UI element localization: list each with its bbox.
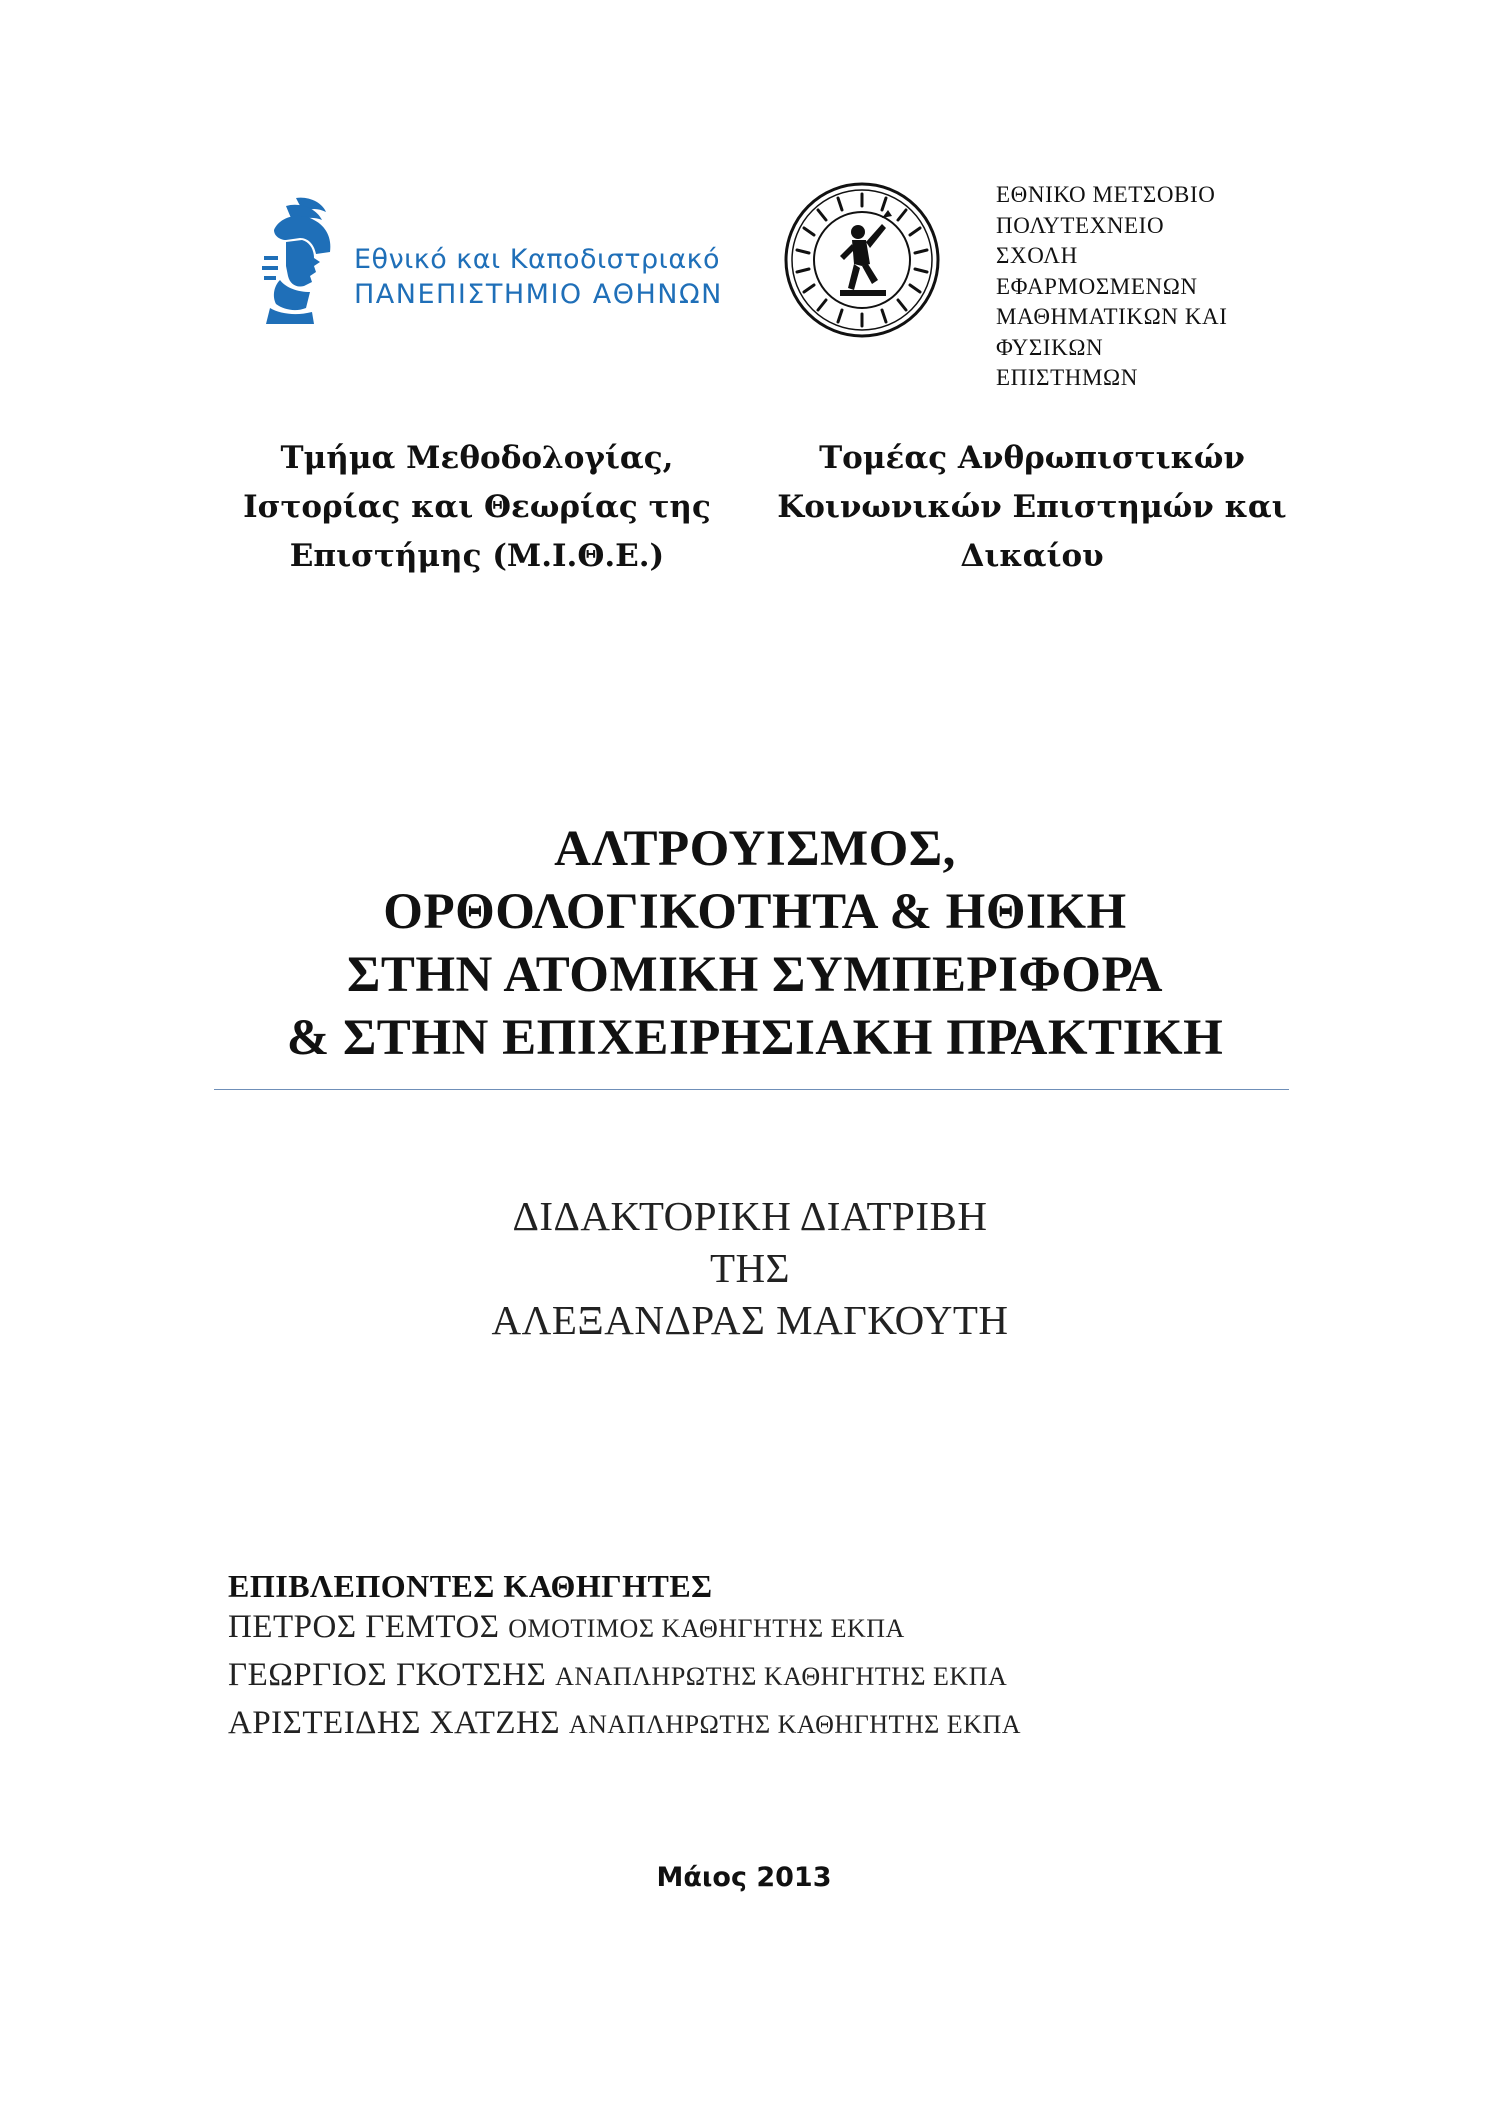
- department-right: [762, 434, 1302, 581]
- department-left-line: Επιστήμης (Μ.Ι.Θ.Ε.): [289, 538, 665, 574]
- ntua-name-line: ΕΘΝΙΚΟ ΜΕΤΣΟΒΙΟ: [996, 182, 1216, 207]
- thesis-title-line: ΣΤΗΝ ΑΤΟΜΙΚΗ ΣΥΜΠΕΡΙΦΟΡΑ: [347, 947, 1163, 1003]
- supervisor-row: [228, 1654, 1328, 1702]
- supervisor-name: ΑΡΙΣΤΕΙΔΗΣ ΧΑΤΖΗΣ: [228, 1705, 569, 1741]
- supervisor-title: ΟΜΟΤΙΜΟΣ ΚΑΘΗΓΗΤΗΣ ΕΚΠΑ: [508, 1614, 905, 1643]
- supervisors-section: [228, 1566, 1328, 1750]
- ntua-name-line: ΣΧΟΛΗ: [996, 243, 1078, 268]
- thesis-title-line: ΑΛΤΡΟΥΙΣΜΟΣ,: [554, 821, 956, 877]
- uoa-name-line1: Εθνικό και Καποδιστριακό: [354, 244, 721, 275]
- ntua-name-line: ΕΦΑΡΜΟΣΜΕΝΩΝ: [996, 273, 1198, 299]
- subtitle-line: ΤΗΣ: [709, 1245, 791, 1291]
- athena-head-logo-icon: [256, 196, 346, 326]
- thesis-title-line: ΟΡΘΟΛΟΓΙΚΟΤΗΤΑ & ΗΘΙΚΗ: [383, 884, 1127, 940]
- ntua-name-line: ΜΑΘΗΜΑΤΙΚΩΝ ΚΑΙ: [996, 304, 1228, 329]
- title-divider: [214, 1089, 1289, 1090]
- ntua-name-line: ΦΥΣΙΚΩΝ: [996, 334, 1104, 360]
- thesis-subtitle: [250, 1190, 1250, 1346]
- thesis-title-line: & ΣΤΗΝ ΕΠΙΧΕΙΡΗΣΙΑΚΗ ΠΡΑΚΤΙΚΗ: [286, 1010, 1224, 1066]
- ntua-name-line: ΕΠΙΣΤΗΜΩΝ: [996, 365, 1138, 390]
- uoa-logo: [256, 196, 723, 326]
- uoa-name-line2: ΠΑΝΕΠΙΣΤΗΜΙΟ ΑΘΗΝΩΝ: [354, 279, 723, 310]
- department-left: [222, 434, 732, 581]
- department-right-line: Κοινωνικών Επιστημών και: [777, 489, 1287, 525]
- ntua-seal-icon: [782, 180, 942, 340]
- department-left-line: Ιστορίας και Θεωρίας της: [243, 489, 711, 525]
- supervisor-name: ΓΕΩΡΓΙΟΣ ΓΚΟΤΣΗΣ: [228, 1657, 556, 1693]
- ntua-institution-name: [996, 180, 1296, 394]
- supervisor-row: [228, 1702, 1328, 1750]
- submission-date: Μάιος 2013: [656, 1862, 832, 1893]
- department-right-line: Τομέας Ανθρωπιστικών: [819, 440, 1245, 476]
- supervisor-row: [228, 1606, 1328, 1654]
- supervisor-title: ΑΝΑΠΛΗΡΩΤΗΣ ΚΑΘΗΓΗΤΗΣ ΕΚΠΑ: [555, 1662, 1008, 1691]
- ntua-name-line: ΠΟΛΥΤΕΧΝΕΙΟ: [996, 212, 1165, 238]
- thesis-title: [150, 818, 1360, 1070]
- supervisor-name: ΠΕΤΡΟΣ ΓΕΜΤΟΣ: [228, 1609, 509, 1645]
- subtitle-line: ΑΛΕΞΑΝΔΡΑΣ ΜΑΓΚΟΥΤΗ: [491, 1297, 1009, 1343]
- supervisors-heading: ΕΠΙΒΛΕΠΟΝΤΕΣ ΚΑΘΗΓΗΤΕΣ: [228, 1568, 713, 1604]
- department-left-line: Τμήμα Μεθοδολογίας,: [280, 440, 674, 476]
- subtitle-line: ΔΙΔΑΚΤΟΡΙΚΗ ΔΙΑΤΡΙΒΗ: [512, 1193, 988, 1239]
- supervisor-title: ΑΝΑΠΛΗΡΩΤΗΣ ΚΑΘΗΓΗΤΗΣ ΕΚΠΑ: [568, 1710, 1021, 1739]
- ntua-seal: [782, 180, 942, 340]
- department-right-line: Δικαίου: [960, 538, 1104, 574]
